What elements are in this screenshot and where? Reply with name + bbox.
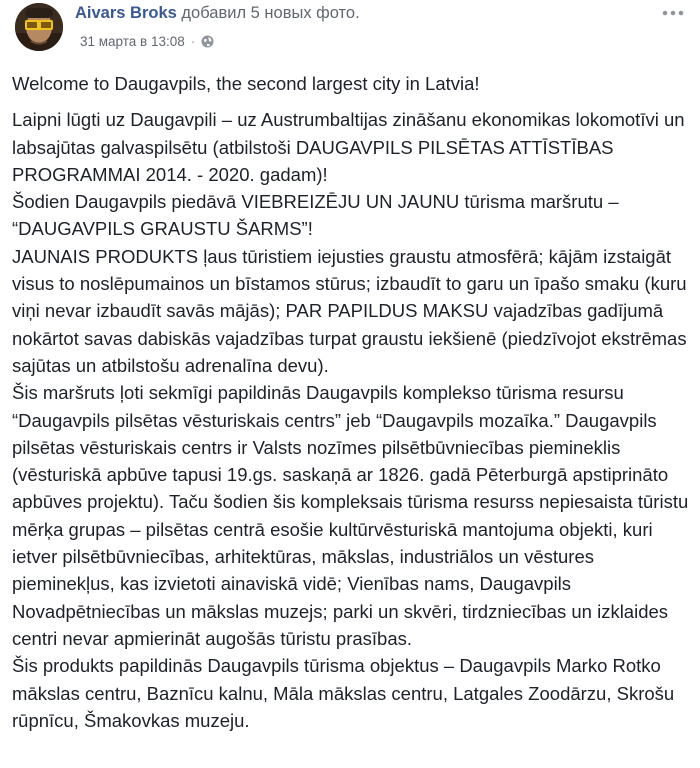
paragraph-intro: Laipni lūgti uz Daugavpili – uz Austrumbaltijas zināšanu ekonomikas lokomotīvi un labsajūtas galvaspilsētu (atbilstoši DAUGAVPILS PILSĒTAS ATTĪSTĪBAS PROGRAMMAI 2014. - 2020. gadam)! xyxy=(12,109,685,185)
author-line xyxy=(75,4,360,23)
globe-icon[interactable] xyxy=(201,35,214,48)
avatar-image xyxy=(15,3,63,51)
welcome-text: Welcome to Daugavpils, the second largest city in Latvia! xyxy=(12,73,480,94)
paragraph-route: Šodien Daugavpils piedāvā VIEBREIZĒJU UN JAUNU tūrisma maršrutu – “DAUGAVPILS GRAUSTU ŠARMS”! xyxy=(12,191,619,240)
author-name-link[interactable]: Aivars Broks xyxy=(75,4,177,22)
paragraph-product: JAUNAIS PRODUKTS ļaus tūristiem iejusties graustu atmosfērā; kājām izstaigāt visus to noslēpumainos un bīstamos stūrus; izbaudīt to garu un īpašo smaku (kuru viņi nevar izbaudīt savās mājās); PAR PAPILDUS MAKSU vajadzības gadījumā nokārtot savas dabiskās vajadzības turpat graustu iekšienē (piedzīvojot ekstrēmas sajūtas un atbilstošu adrenalīna devu). xyxy=(12,245,687,376)
post-body xyxy=(12,70,692,734)
meta-separator: · xyxy=(190,34,196,49)
paragraph-history: Šis maršruts ļoti sekmīgi papildinās Daugavpils komplekso tūrisma resursu “Daugavpils pilsētas vēsturiskais centrs” jeb “Daugavpils mozaīka.” Daugavpils pilsētas vēsturiskais centrs ir Valsts nozīmes pilsētbūvniecības piemineklis (vēsturiskā apbūve tapusi 19.gs. saskaņā ar 1826. gadā Pēterburgā apstiprināto apbūves projektu). Taču šodien šis kompleksais tūrisma resurss nepiesaista tūristu mērķa grupas – pilsētas centrā esošie kultūrvēsturiskā mantojuma objekti, kuri ietver pilsētbūvniecības, arhitektūras, mākslas, industriālos un vēstures pieminekļus, kas izvietoti ainaviskā vidē; Vienības nams, Daugavpils Novadpētniecības un mākslas muzejs; parki un skvēri, tirdzniecības un izklaides centri nevar apmierināt augošās tūristu prasības. xyxy=(12,382,689,649)
post-header xyxy=(0,0,700,62)
post-meta xyxy=(80,34,214,49)
more-horizontal-icon[interactable] xyxy=(660,6,686,20)
paragraph-objects: Šis produkts papildinās Daugavpils tūrisma objektus – Daugavpils Marko Rotko mākslas centru, Baznīcu kalnu, Māla mākslas centru, Latgales Zoodārzu, Skrošu rūpnīcu, Šmakovkas muzeju. xyxy=(12,655,675,731)
post-action-text: добавил 5 новых фото. xyxy=(181,4,360,22)
post-timestamp-link[interactable]: 31 марта в 13:08 xyxy=(80,34,185,49)
avatar[interactable] xyxy=(15,3,63,51)
